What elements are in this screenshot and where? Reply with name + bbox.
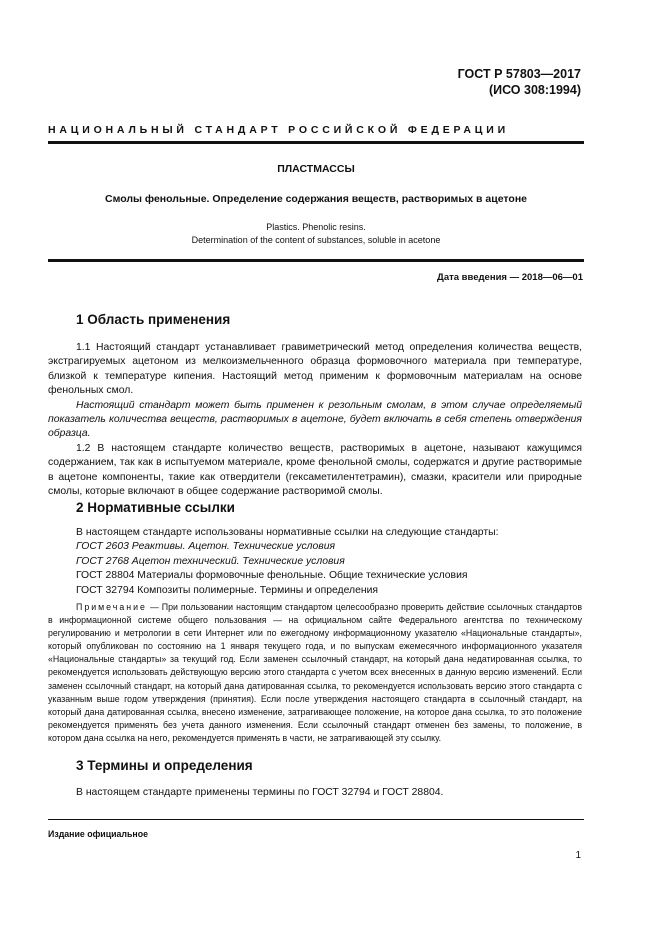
scope-paragraph-1-2: 1.2 В настоящем стандарте количество веществ, растворимых в ацетоне, называют кажущимся содержанием, так как в испытуемом материале, кроме фенольной смолы, содержатся и другие растворимые в ацетоне компоненты, такие как отвердители (гексаметилентетрамин), смазки, красители или природные смолы, которые включают в общее содержание растворимой смолы.	[48, 442, 582, 498]
english-title-line-1: Plastics. Phenolic resins.	[266, 222, 366, 232]
document-subtitle: Смолы фенольные. Определение содержания веществ, растворимых в ацетоне	[104, 193, 528, 205]
footer-rule	[48, 819, 584, 820]
section-heading-references: 2 Нормативные ссылки	[76, 500, 235, 515]
iso-number: (ИСО 308:1994)	[488, 83, 581, 97]
section-heading-scope: 1 Область применения	[76, 312, 231, 327]
section-heading-terms: 3 Термины и определения	[76, 758, 253, 773]
scope-paragraph-note: Настоящий стандарт может быть применен к резольным смолам, в этом случае определяемый показатель количества веществ, растворимых в ацетоне, будет включать в себя степень отверждения образца.	[48, 399, 582, 440]
terms-text: В настоящем стандарте применены термины по ГОСТ 32794 и ГОСТ 28804.	[76, 787, 444, 798]
national-standard-banner: НАЦИОНАЛЬНЫЙ СТАНДАРТ РОССИЙСКОЙ ФЕДЕРАЦИИ	[48, 124, 509, 136]
reference-item: ГОСТ 2768 Ацетон технический. Технические условия	[76, 555, 345, 567]
scope-text	[48, 341, 582, 499]
header-rule	[48, 141, 584, 144]
reference-item: ГОСТ 32794 Композиты полимерные. Термины и определения	[76, 584, 379, 596]
document-title: ПЛАСТМАССЫ	[277, 163, 355, 175]
references-note	[48, 601, 582, 745]
official-edition-label: Издание официальное	[48, 829, 148, 839]
reference-item: ГОСТ 2603 Реактивы. Ацетон. Технические условия	[76, 541, 336, 553]
note-label: Примечание	[76, 602, 147, 612]
standard-number: ГОСТ Р 57803—2017	[457, 67, 581, 81]
references-intro: В настоящем стандарте использованы нормативные ссылки на следующие стандарты:	[76, 527, 499, 538]
scope-paragraph-1-1: 1.1 Настоящий стандарт устанавливает гравиметрический метод определения количества веществ, экстрагируемых ацетоном из мелкоизмельченного образца формовочного материала при температуре, близкой к температуре кипения. Настоящий метод применим к формовочным материалам на основе фенольных смол.	[48, 342, 582, 397]
standard-designation	[458, 66, 581, 98]
references-list	[76, 526, 498, 598]
title-rule	[48, 259, 584, 262]
page-number: 1	[575, 850, 581, 861]
note-text: — При пользовании настоящим стандартом целесообразно проверить действие ссылочных стандартов в информационной системе общего пользования — на официальном сайте Федерального агентства по техническому регулированию и метрологии в сети Интернет или по ежегодному информационному указателю «Национальные стандарты», который опубликован по состоянию на 1 января текущего года, и по выпускам ежемесячного информационного указателя «Национальные стандарты» за текущий год. Если заменен ссылочный стандарт, на который дана недатированная ссылка, то рекомендуется использовать действующую версию этого стандарта с учетом всех внесенных в данную версию изменений. Если заменен ссылочный стандарт, на который дана датированная ссылка, то рекомендуется использовать версию этого стандарта с указанным выше годом утверждения (принятия). Если после утверждения настоящего стандарта в ссылочный стандарт, на который дана датированная ссылка, внесено изменение, затрагивающее положение, на которое дана ссылка, то это положение рекомендуется применять без учета данного изменения. Если ссылочный стандарт отменен без замены, то положение, в котором дана ссылка на него, рекомендуется применять в части, не затрагивающей эту ссылку.	[48, 602, 582, 743]
english-title	[48, 221, 584, 247]
reference-item: ГОСТ 28804 Материалы формовочные фенольные. Общие технические условия	[76, 570, 468, 582]
introduction-date: Дата введения — 2018—06—01	[437, 272, 583, 283]
english-title-line-2: Determination of the content of substances, soluble in acetone	[191, 235, 441, 245]
